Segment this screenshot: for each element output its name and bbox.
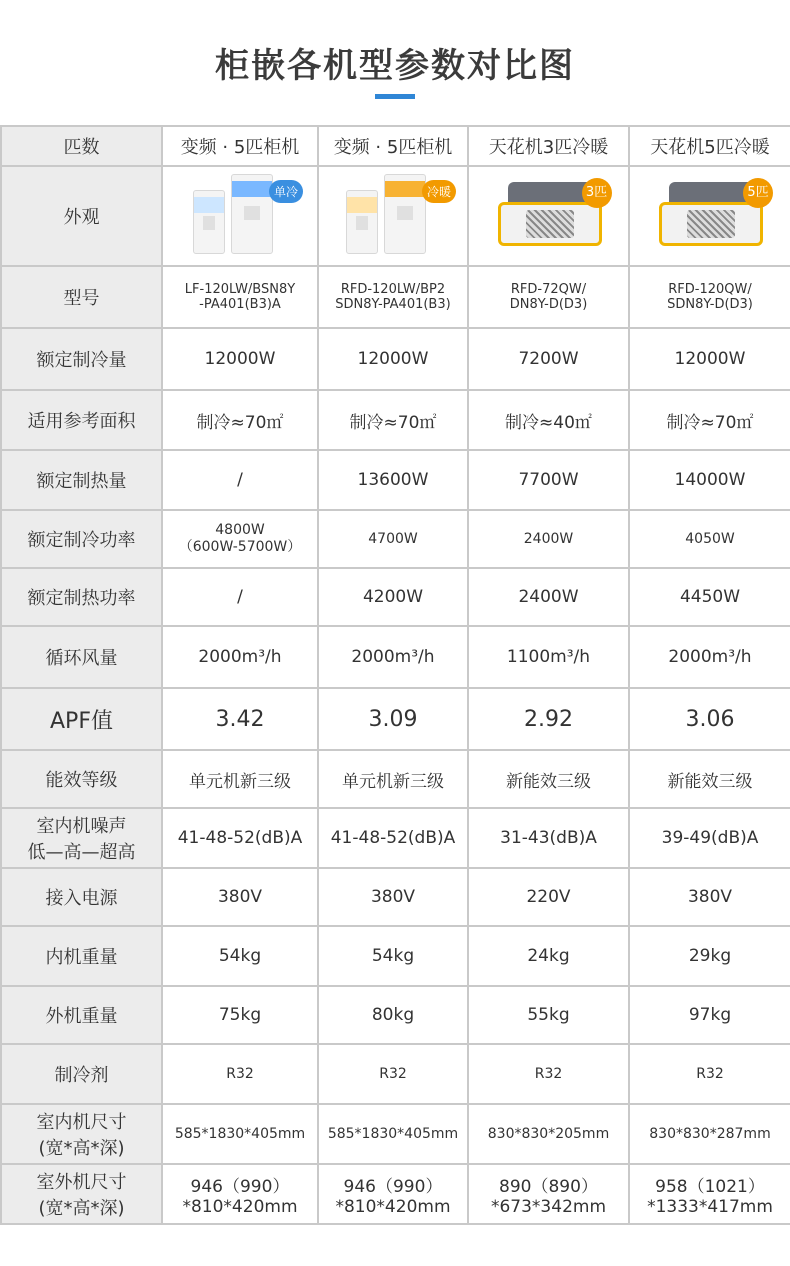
table-cell: 380V — [162, 868, 318, 926]
floor-ac-image — [328, 174, 458, 258]
column-header: 变频 · 5匹柜机 — [162, 126, 318, 166]
product-image-cell — [468, 166, 629, 266]
row-label: 接入电源 — [1, 868, 162, 926]
table-cell: 2000m³/h — [162, 626, 318, 688]
table-cell: 3.09 — [318, 688, 468, 750]
table-cell: 220V — [468, 868, 629, 926]
table-cell: 12000W — [629, 328, 790, 390]
table-cell: 13600W — [318, 450, 468, 510]
table-cell — [162, 266, 318, 328]
table-cell: 4700W — [318, 510, 468, 568]
row-label-line: 室内机噪声 — [36, 816, 127, 837]
cell-line: 4800W — [215, 522, 265, 538]
table-cell: 2000m³/h — [318, 626, 468, 688]
table-cell: 54kg — [318, 926, 468, 986]
table-cell: 1100m³/h — [468, 626, 629, 688]
table-cell: 41-48-52(dB)A — [318, 808, 468, 868]
cell-line: *673*342mm — [490, 1196, 606, 1217]
table-cell: 585*1830*405mm — [162, 1104, 318, 1164]
cell-line: 958（1021） — [655, 1176, 765, 1197]
table-cell: 制冷≈70㎡ — [162, 390, 318, 450]
row-label: 额定制热功率 — [1, 568, 162, 626]
table-cell: 4200W — [318, 568, 468, 626]
table-cell: 54kg — [162, 926, 318, 986]
table-cell: / — [162, 568, 318, 626]
table-row — [1, 450, 790, 510]
table-cell: 制冷≈70㎡ — [629, 390, 790, 450]
header-row — [1, 126, 790, 166]
capacity-badge: 5匹 — [743, 178, 773, 208]
cell-line: *810*420mm — [182, 1196, 298, 1217]
table-cell: 12000W — [162, 328, 318, 390]
row-label: 适用参考面积 — [1, 390, 162, 450]
product-image-cell — [318, 166, 468, 266]
table-cell: 2000m³/h — [629, 626, 790, 688]
cell-line: DN8Y-D(D3) — [509, 297, 588, 312]
table-cell — [162, 1164, 318, 1224]
column-header: 天花机3匹冷暖 — [468, 126, 629, 166]
table-cell: 31-43(dB)A — [468, 808, 629, 868]
row-label: 能效等级 — [1, 750, 162, 808]
table-row — [1, 266, 790, 328]
row-label: 额定制冷功率 — [1, 510, 162, 568]
table-cell: R32 — [468, 1044, 629, 1104]
cell-line: SDN8Y-D(D3) — [667, 297, 753, 312]
table-cell: 制冷≈40㎡ — [468, 390, 629, 450]
row-label-line: 室内机尺寸 — [36, 1112, 127, 1133]
table-row — [1, 390, 790, 450]
cell-line: *1333*417mm — [647, 1196, 773, 1217]
table-cell: 41-48-52(dB)A — [162, 808, 318, 868]
table-cell: 380V — [318, 868, 468, 926]
table-row — [1, 1044, 790, 1104]
table-cell: 75kg — [162, 986, 318, 1044]
row-label: 匹数 — [1, 126, 162, 166]
cooling-badge: 单冷 — [269, 180, 303, 203]
table-cell: 80kg — [318, 986, 468, 1044]
table-cell: 4450W — [629, 568, 790, 626]
table-cell: 39-49(dB)A — [629, 808, 790, 868]
table-row — [1, 510, 790, 568]
cell-line: LF-120LW/BSN8Y — [184, 282, 296, 297]
table-cell: 2400W — [468, 568, 629, 626]
heat-cool-badge: 冷暖 — [422, 180, 456, 203]
row-label: 型号 — [1, 266, 162, 328]
cell-line: 946（990） — [190, 1176, 290, 1197]
table-row — [1, 688, 790, 750]
table-row — [1, 626, 790, 688]
table-cell: 12000W — [318, 328, 468, 390]
table-row — [1, 926, 790, 986]
cell-line: RFD-120QW/ — [668, 282, 752, 297]
table-cell: 24kg — [468, 926, 629, 986]
table-cell: 380V — [629, 868, 790, 926]
table-cell: R32 — [629, 1044, 790, 1104]
table-row — [1, 750, 790, 808]
row-label — [1, 1104, 162, 1164]
table-cell: 29kg — [629, 926, 790, 986]
row-label: 外机重量 — [1, 986, 162, 1044]
table-cell — [629, 266, 790, 328]
table-cell: R32 — [318, 1044, 468, 1104]
table-cell — [318, 266, 468, 328]
row-label-line: (宽*高*深) — [38, 1138, 125, 1159]
comparison-table — [0, 125, 790, 1225]
row-label: 循环风量 — [1, 626, 162, 688]
table-cell: 新能效三级 — [629, 750, 790, 808]
title-underline — [375, 94, 415, 99]
cell-line: RFD-120LW/BP2 — [340, 282, 446, 297]
table-row — [1, 808, 790, 868]
row-label: 额定制热量 — [1, 450, 162, 510]
table-row — [1, 328, 790, 390]
product-image-cell — [162, 166, 318, 266]
page-title: 柜嵌各机型参数对比图 — [215, 46, 575, 86]
table-cell: 3.42 — [162, 688, 318, 750]
row-label-line: 室外机尺寸 — [36, 1172, 127, 1193]
product-image-cell — [629, 166, 790, 266]
cell-line: RFD-72QW/ — [510, 282, 587, 297]
table-cell — [162, 510, 318, 568]
cell-line: SDN8Y-PA401(B3) — [335, 297, 451, 312]
table-cell: 新能效三级 — [468, 750, 629, 808]
row-label: 额定制冷量 — [1, 328, 162, 390]
table-cell: 3.06 — [629, 688, 790, 750]
row-label-line: (宽*高*深) — [38, 1198, 125, 1219]
cell-line: 890（890） — [499, 1176, 598, 1197]
row-label: 制冷剂 — [1, 1044, 162, 1104]
table-cell: 97kg — [629, 986, 790, 1044]
ceiling-cassette-image — [484, 174, 614, 258]
row-label: 内机重量 — [1, 926, 162, 986]
table-cell: 单元机新三级 — [162, 750, 318, 808]
cell-line: -PA401(B3)A — [199, 297, 281, 312]
table-cell: 7200W — [468, 328, 629, 390]
table-cell: 制冷≈70㎡ — [318, 390, 468, 450]
table-cell: 830*830*287mm — [629, 1104, 790, 1164]
table-cell — [468, 266, 629, 328]
row-label — [1, 808, 162, 868]
table-cell — [629, 1164, 790, 1224]
table-cell: R32 — [162, 1044, 318, 1104]
table-cell: 55kg — [468, 986, 629, 1044]
row-label: 外观 — [1, 166, 162, 266]
column-header: 变频 · 5匹柜机 — [318, 126, 468, 166]
table-cell: 14000W — [629, 450, 790, 510]
table-cell: 585*1830*405mm — [318, 1104, 468, 1164]
table-cell: / — [162, 450, 318, 510]
table-row — [1, 1104, 790, 1164]
table-cell — [318, 1164, 468, 1224]
table-cell — [468, 1164, 629, 1224]
table-row — [1, 568, 790, 626]
column-header: 天花机5匹冷暖 — [629, 126, 790, 166]
capacity-badge: 3匹 — [582, 178, 612, 208]
floor-ac-image — [175, 174, 305, 258]
table-row — [1, 1164, 790, 1224]
cell-line: （600W-5700W） — [178, 539, 302, 555]
cell-line: *810*420mm — [335, 1196, 451, 1217]
table-cell: 2400W — [468, 510, 629, 568]
table-row — [1, 986, 790, 1044]
table-cell: 单元机新三级 — [318, 750, 468, 808]
row-label: APF值 — [1, 688, 162, 750]
cell-line: 946（990） — [343, 1176, 443, 1197]
table-cell: 830*830*205mm — [468, 1104, 629, 1164]
table-cell: 7700W — [468, 450, 629, 510]
table-cell: 2.92 — [468, 688, 629, 750]
table-cell: 4050W — [629, 510, 790, 568]
appearance-row — [1, 166, 790, 266]
row-label — [1, 1164, 162, 1224]
ceiling-cassette-image — [645, 174, 775, 258]
table-row — [1, 868, 790, 926]
row-label-line: 低—高—超高 — [27, 842, 136, 863]
